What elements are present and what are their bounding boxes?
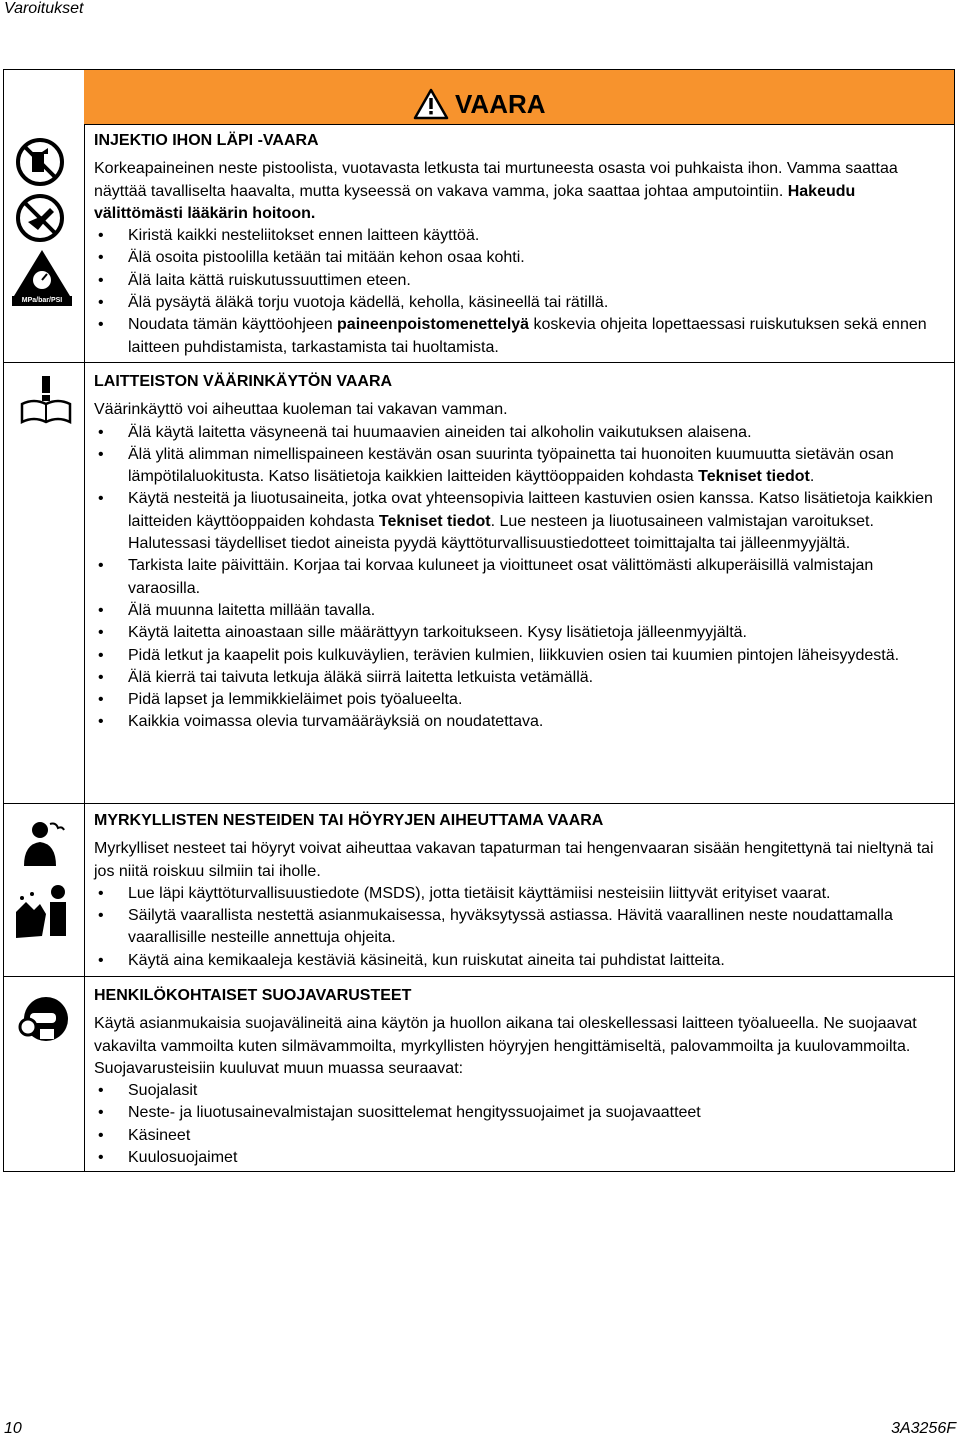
bold-text: Hakeudu välittömästi lääkärin hoitoon. <box>94 182 856 222</box>
bold-text: Tekniset tiedot <box>698 468 810 486</box>
text-run: Väärinkäyttö voi aiheuttaa kuoleman tai vakavan vamman. <box>94 401 508 419</box>
bullet-item <box>94 689 944 711</box>
bullet-item <box>94 883 944 905</box>
text-run: Älä osoita pistoolilla ketään tai mitään kehon osaa kohti. <box>128 249 525 267</box>
bullet-item <box>94 555 944 600</box>
text-run: Käytä nesteitä ja liuotusaineita, jotka ovat yhteensopivia laitteen kastuvien osien kanssa. Katso lisätietoja kaikkien laitteiden käyttöoppaiden kohdasta <box>128 490 933 530</box>
section-bullets <box>94 225 944 359</box>
section-bullets <box>94 1080 944 1169</box>
section-4-content <box>94 985 944 1169</box>
bullet-item <box>94 622 944 644</box>
bullet-item <box>94 1102 944 1124</box>
protective-equipment-icon <box>16 993 72 1045</box>
text-run: Neste- ja liuotusainevalmistajan suosittelemat hengityssuojaimet ja suojavaatteet <box>128 1104 701 1122</box>
bullet-item <box>94 1125 944 1147</box>
manual-warning-icon <box>18 374 74 426</box>
text-run: Pidä letkut ja kaapelit pois kulkuväylien, terävien kulmien, liikkuvien osien tai kuumien pintojen läheisyydestä. <box>128 646 900 664</box>
gauge-units-label: MPa/bar/PSI <box>12 296 72 306</box>
section-divider <box>4 976 954 977</box>
skin-splash-icon <box>14 882 74 938</box>
text-run: Korkeapaineinen neste pistoolista, vuotavasta letkusta tai murtuneesta osasta voi puhkaista ihon. Vamma saattaa näyttää tavalliselta haavalta, mutta kyseessä on vakava vamma, joka saattaa johtaa amputointiin. <box>94 160 898 200</box>
text-run: Pidä lapset ja lemmikkieläimet pois työalueelta. <box>128 691 463 709</box>
bullet-item <box>94 645 944 667</box>
section-2-content <box>94 371 944 734</box>
section-title: LAITTEISTON VÄÄRINKÄYTÖN VAARA <box>94 373 393 390</box>
text-run: Älä laita kättä ruiskutussuuttimen eteen. <box>128 271 411 289</box>
bullet-item <box>94 270 944 292</box>
section-divider <box>4 362 954 363</box>
bullet-item <box>94 247 944 269</box>
text-run: Säilytä vaarallista nestettä asianmukaisessa, hyväksytyssä astiassa. Hävitä vaarallinen neste noudattamalla vaarallisille nesteille annettuja ohjeita. <box>128 907 893 947</box>
warning-table <box>3 69 955 1172</box>
section-3-icons <box>4 810 84 950</box>
bullet-item <box>94 225 944 247</box>
column-divider <box>84 70 85 1171</box>
section-intro <box>94 399 944 421</box>
text-run: koskevia ohjeita lopettaessasi ruiskutuksen sekä ennen laitteen puhdistamista, tarkastamista tai huoltamista. <box>128 316 927 356</box>
bullet-item <box>94 292 944 314</box>
section-bullets <box>94 883 944 972</box>
section-title: INJEKTIO IHON LÄPI -VAARA <box>94 132 319 149</box>
no-skin-injection-icon <box>14 192 66 244</box>
section-3-content <box>94 810 944 972</box>
text-run: Käytä laitetta ainoastaan sille määrättyyn tarkoitukseen. Kysy lisätietoja jälleenmyyjältä. <box>128 624 747 642</box>
text-run: Älä ylitä alimman nimellispaineen kestävän osan suurinta työpainetta tai huonoiten kuumuutta sietävän osan lämpötilaluokitusta. Katso lisätietoja kaikkien laitteiden käyttöoppaiden kohdasta <box>128 445 894 486</box>
bullet-item <box>94 1080 944 1102</box>
text-run: . Lue nesteen ja liuotusaineen valmistajan varoitukset. Halutessasi täydelliset tiedot aineista pyydä käyttöturvallisuustiedotteet toimittajalta tai jälleenmyyjältä. <box>128 512 874 553</box>
text-run: Käsineet <box>128 1126 191 1144</box>
banner-label: VAARA <box>455 88 546 119</box>
section-title: HENKILÖKOHTAISET SUOJAVARUSTEET <box>94 987 412 1004</box>
section-intro <box>94 1013 944 1080</box>
bold-text: paineenpoistomenettelyä <box>337 316 530 334</box>
text-run: Suojalasit <box>128 1082 198 1100</box>
bullet-item <box>94 667 944 689</box>
document-code: 3A3256F <box>891 1420 956 1437</box>
section-2-icons <box>4 370 84 430</box>
bullet-item <box>94 711 944 733</box>
bullet-item <box>94 444 944 489</box>
section-bullets <box>94 422 944 734</box>
text-run: Älä kierrä tai taivuta letkuja äläkä siirrä laitetta letkuista vetämällä. <box>128 668 594 686</box>
text-run: Tarkista laite päivittäin. Korjaa tai korvaa kuluneet ja vioittuneet osat välittömästi alkuperäisillä valmistajan varaosilla. <box>128 557 874 597</box>
no-hand-spray-icon <box>14 136 66 188</box>
section-title: MYRKYLLISTEN NESTEIDEN TAI HÖYRYJEN AIHEUTTAMA VAARA <box>94 812 604 829</box>
section-intro <box>94 158 944 225</box>
text-run: Käytä aina kemikaaleja kestäviä käsineitä, kun ruiskutat aineita tai puhdistat laitteita. <box>128 951 725 969</box>
danger-banner <box>84 70 954 125</box>
section-4-icons <box>4 985 84 1055</box>
header-title: Varoitukset <box>4 0 84 17</box>
bullet-item <box>94 488 944 555</box>
text-run: Kuulosuojaimet <box>128 1149 238 1167</box>
toxic-fumes-icon <box>14 816 70 868</box>
text-run: Älä käytä laitetta väsyneenä tai huumaavien aineiden tai alkoholin vaikutuksen alaisena. <box>128 423 752 441</box>
section-intro <box>94 838 944 883</box>
text-run: Lue läpi käyttöturvallisuustiedote (MSDS), jotta tietäisit käyttämiisi nesteisiin liittyvät erityiset vaarat. <box>128 884 831 902</box>
text-run: Älä muunna laitetta millään tavalla. <box>128 601 376 619</box>
bold-text: Tekniset tiedot <box>378 512 491 530</box>
warning-triangle-icon <box>413 88 449 120</box>
section-divider <box>4 803 954 804</box>
bullet-item <box>94 600 944 622</box>
section-1-content <box>94 130 944 359</box>
text-run: Kaikkia voimassa olevia turvamääräyksiä on noudatettava. <box>128 713 544 731</box>
bullet-item <box>94 422 944 444</box>
text-run: . <box>809 468 815 486</box>
text-run: Käytä asianmukaisia suojavälineitä aina käytön ja huollon aikana tai oleskellessasi laitteen työalueella. Ne suojaavat vakavilta vammoilta kuten silmävammoilta, myrkyllisten höyryjen hengittämiseltä, palovammoilta ja kuulovammoilta. Suojavarusteisiin kuuluvat muun muassa seuraavat: <box>94 1015 917 1077</box>
section-1-icons <box>4 130 84 360</box>
page-number: 10 <box>4 1420 22 1437</box>
text-run: Kiristä kaikki nesteliitokset ennen laitteen käyttöä. <box>128 227 480 245</box>
bullet-item <box>94 905 944 950</box>
bullet-item <box>94 314 944 359</box>
bullet-item <box>94 950 944 972</box>
text-run: Noudata tämän käyttöohjeen <box>128 316 338 334</box>
bullet-item <box>94 1147 944 1169</box>
text-run: Myrkylliset nesteet tai höyryt voivat aiheuttaa vakavan tapaturman tai hengenvaaran sisään hengitettynä tai nieltynä tai jos niitä roiskuu silmiin tai iholle. <box>94 840 934 880</box>
text-run: Älä pysäytä äläkä torju vuotoja kädellä, keholla, käsineellä tai rätillä. <box>128 294 609 312</box>
